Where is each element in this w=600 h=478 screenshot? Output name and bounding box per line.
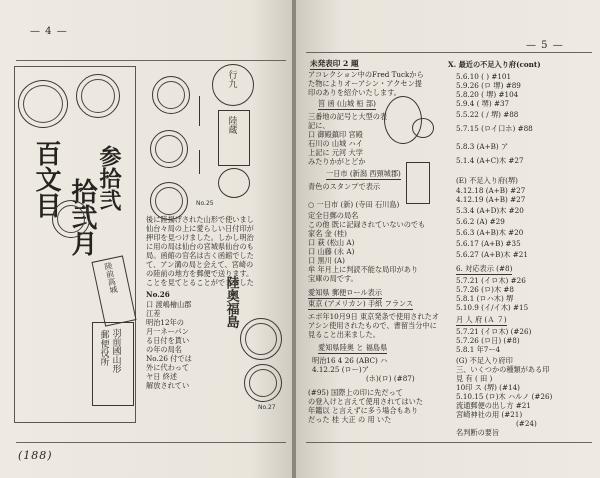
page-number-top-left: — 4 — [30, 26, 68, 37]
text-line: 見ること出来ました。 [308, 330, 380, 339]
big-stamp-label: 陸奥福島 [223, 276, 239, 328]
item-line: る日付を貰い [146, 336, 190, 345]
table-row: 5.3.4 (A+D)木 #20 [456, 206, 524, 215]
text-line: 5.7.21 (イロ木) (#26) [456, 327, 532, 336]
body-line: の陸前の地方を郵便で送ります。 [146, 269, 254, 278]
text-line: 牟 年月上に判読不能な局印があり [308, 265, 419, 274]
stamp-diagram-2 [150, 130, 188, 168]
item-line: 外に代わって [146, 363, 190, 372]
right-page [296, 0, 600, 478]
body-line: て、アン溝の局と会えて、宮崎の [146, 260, 254, 269]
arrow-2 [199, 150, 200, 174]
text-line: 青色のスタンプで表示 [308, 182, 381, 191]
subheading: 愛知県 郵便ロール表示 [308, 288, 383, 297]
text-line: エボ年10月9日 東京発条で使用されたオ [308, 312, 440, 321]
footer-rule [306, 442, 592, 443]
table-row: 5.8.20 ( 堺) #104 [456, 90, 519, 99]
table-row: 5.6.10 ( ) #101 [456, 72, 512, 81]
text-line: (#24) [516, 419, 537, 428]
text-line: 上記に 元河 大学 [308, 148, 363, 157]
arrow-1 [199, 96, 200, 126]
text-line: 明治16 4 26 (ABC) ハ [312, 356, 388, 365]
item-line: 明治12年の [146, 318, 184, 327]
text-line: 5.7.26 (ロ日) (#8) [456, 336, 520, 345]
text-line: た物によりオーアシン・アクセン提 [308, 79, 422, 88]
item-line: の年の局名 [146, 345, 182, 354]
stamp-small-oval [412, 118, 434, 138]
header-rule [16, 60, 286, 61]
postmark-right-2 [244, 364, 282, 402]
text-line: 定全日郵の局名 [308, 211, 359, 220]
stamp-small-right [218, 168, 250, 198]
text-line: アコレクション中のFred Tuckから [308, 70, 424, 79]
postmark-circle-2 [76, 74, 120, 118]
text-line: 5.8.1 年7ー4 [456, 345, 501, 354]
item-line: 月一ネーパン [146, 327, 189, 336]
table-row: 5.7.21 (イロ木) #26 [456, 276, 526, 285]
text-line: だった 桂 大正 の 用 いた [308, 415, 392, 424]
table-row: 5.8.3 (A+B) ア [456, 142, 509, 151]
rect-stamp-lower-label-2: 郵便役所 [98, 330, 109, 366]
stamp-rect-top-right-label: 陸蔵 [226, 116, 237, 134]
caption-no27: No.27 [258, 404, 276, 411]
postmark-circle-3 [52, 200, 90, 238]
text-line: この他 既に記録されていないのでも [308, 220, 426, 229]
text-line: 口 御殿鎮印 宮殿 [308, 130, 363, 139]
table-row: 5.1.4 (A+C)木 #27 [456, 156, 524, 165]
body-line: ことを見てとることができました [146, 278, 254, 287]
item-number: No.26 [146, 290, 170, 299]
table-row: 5.8.1 (ロハ木) 堺 [456, 294, 514, 303]
text-line: 印のありを紹介いたします。 [308, 88, 401, 97]
body-line: 仙台々局の上に愛らしい日付印が [146, 224, 254, 233]
caption-no25: No.25 [196, 200, 214, 207]
table-row: 5.9.26 (ロ 堺) #89 [456, 81, 521, 90]
stamp-top-right-label: 行九 [226, 70, 237, 88]
text-line: 三、いくつかの種類がある印 [456, 365, 550, 374]
item-line: 口 渡嶋檜山郡 [146, 300, 192, 309]
text-line: 宮崎神社の用 (#21) [456, 410, 523, 419]
left-page [0, 0, 294, 478]
text-line: 口 山藤 (永 A) [308, 247, 355, 256]
item-line: 解放されてい [146, 381, 190, 390]
text-line: 名判断の要旨 [456, 428, 500, 437]
header-rule [306, 52, 592, 53]
subheading: 6. 対応表示 (#8) [456, 264, 513, 273]
table-row: 5.10.9 (イ/イ木) #15 [456, 303, 529, 312]
text-line: 年鑑以 と言えずに多う場合もあり [308, 406, 419, 415]
text-line: みたりかがとどか [308, 157, 366, 166]
text-line: の登入けと言えて使用されてはいた [308, 397, 424, 406]
subheading: 筥 函 (山城 桓 部) [318, 99, 376, 108]
table-row: 5.7.26 (ロ)木 #8 [456, 285, 515, 294]
text-line: 宝庫の局です。 [308, 274, 358, 283]
table-row: 5.6.2 (A) #29 [456, 217, 505, 226]
table-row: 4.12.19 (A+B) #27 [456, 195, 526, 204]
page-number-top-right: — 5 — [526, 40, 564, 51]
body-line: 局。函館の官名は古く函館でした [146, 251, 254, 260]
rect-stamp-lower-label-1: 羽前國山形 [110, 328, 121, 373]
postmark-circle-1 [18, 80, 68, 128]
subheading: 東京 (アメリカン) 手紙 フランス [308, 299, 414, 308]
item-line: 江差 [146, 309, 161, 318]
text-line: 家名 金 (桂) [308, 229, 347, 238]
column-heading: X. 最近の不足入り府(cont) [448, 60, 541, 69]
body-line: 押印を見つけました。しかし明治 [146, 233, 254, 242]
text-line: (#95) 国際上の印に先だって [308, 388, 403, 397]
subheading: 月 人 府 (Ａ ７) [456, 315, 507, 324]
text-line: 口 萩 (松山 A) [308, 238, 355, 247]
table-row: 4.12.18 (A+B) #27 [456, 186, 526, 195]
rect-stamp-mid-label: 陸前高城 [103, 261, 119, 295]
text-line: アシン使用されたもので、書留当分中に [308, 321, 437, 330]
body-line: に用の局は仙台の宮城県仙台のも [146, 242, 254, 251]
text-line: 10印 ス (堺) (#14) [456, 383, 520, 392]
text-line: 口 黒川 (A) [308, 256, 345, 265]
footer-rule [16, 442, 286, 443]
stamp-diagram-1 [152, 76, 190, 114]
text-line: 記に、 [308, 121, 330, 130]
body-line: 後に陸揚げされた山形で使いまし [146, 215, 254, 224]
table-row: (E) 不足入り府(堺) [456, 176, 518, 185]
brush-column-3: 参拾弐 [96, 145, 122, 211]
text-line: (ホ)(ロ) (#87) [366, 374, 415, 383]
rect-stamp-ichinichi [406, 162, 430, 204]
table-row: 5.6.17 (A+B) #35 [456, 239, 521, 248]
table-row: 5.9.4 ( 堺) #37 [456, 99, 510, 108]
brush-column-2: 拾弐月 [67, 178, 97, 256]
text-line: 三番地の記号と大型の表 [308, 112, 388, 121]
table-row: 5.5.22 ( / 堺) #88 [456, 110, 519, 119]
text-line: (G) 不足入り府印 [456, 356, 513, 365]
postmark-right-1 [240, 318, 282, 360]
subheading: 一日市 (新潟 西頸城郡) [326, 169, 401, 178]
table-row: 5.6.27 (A+B)木 #21 [456, 250, 528, 259]
page-number-bottom: (188) [18, 449, 53, 462]
item-line: ヤ日 終述 [146, 372, 178, 381]
brush-column-1: 百文目 [31, 140, 61, 218]
text-line: 石川の 山城 ハイ [308, 139, 363, 148]
text-line: 4.12.25 (ロー)ア [312, 365, 369, 374]
text-line: 5.10.15 (ロ)木 ハルノ (#26) [456, 392, 553, 401]
text-line: 見 有 ( 田 ) [456, 374, 493, 383]
subheading: 愛知県陸奥 と 福島県 [318, 343, 388, 352]
item-line: No.26 付では [146, 354, 192, 363]
table-row: 5.6.3 (A+B)木 #20 [456, 228, 524, 237]
text-line: 流通郵便の出し方 #21 [456, 401, 531, 410]
section-heading: 未発表印 2 題 [310, 59, 359, 68]
table-row: 5.7.15 (ロイ口ホ) #88 [456, 124, 533, 133]
text-line: ○ 一日市 (新) (寺田 石川島) [308, 200, 400, 209]
